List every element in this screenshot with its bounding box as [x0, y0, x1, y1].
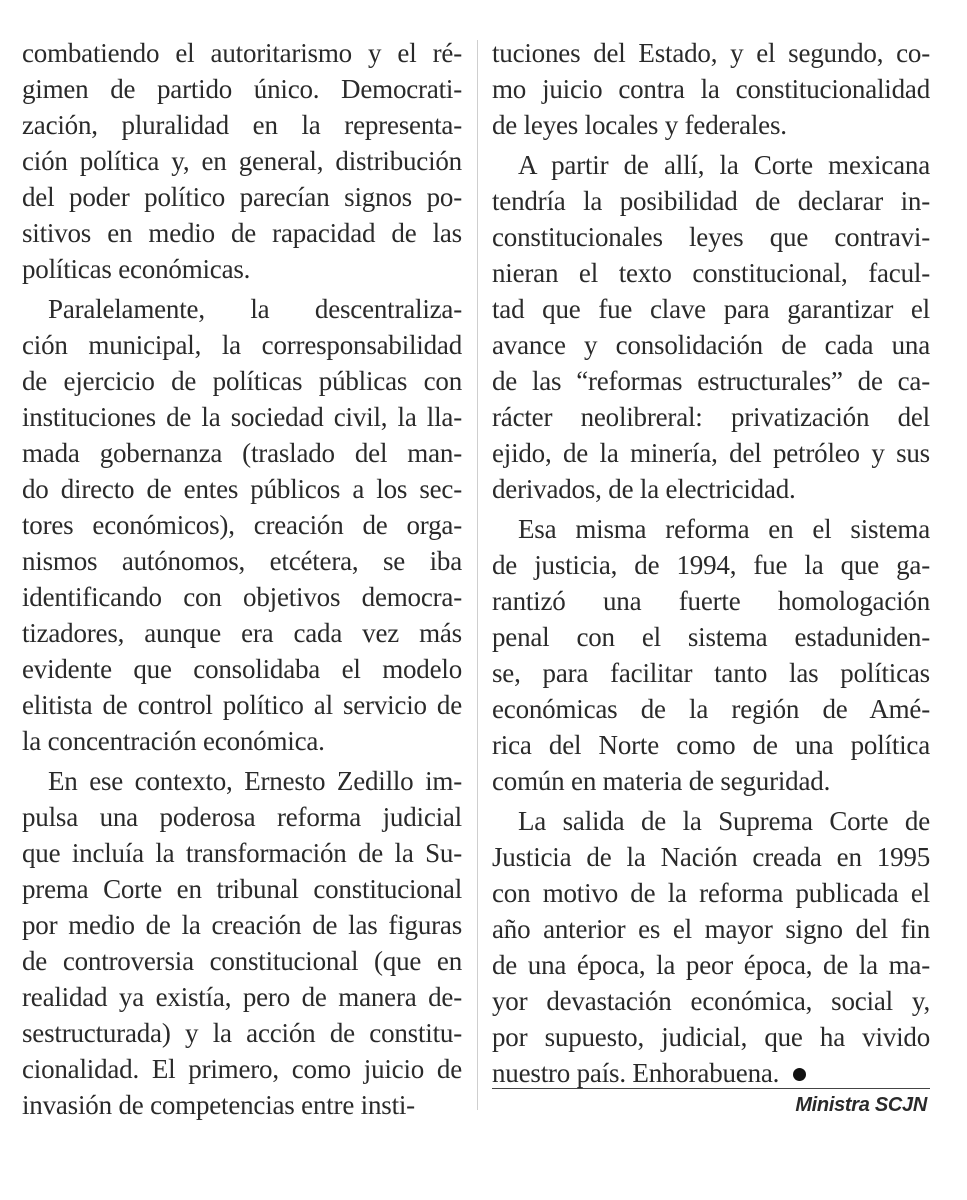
paragraph-line: ción municipal, la corresponsabilidad [22, 330, 462, 360]
paragraph-line: ción política y, en general, distribución [22, 146, 462, 176]
paragraph-line: combatiendo el autoritarismo y el ré- [22, 38, 462, 68]
paragraph-line: de justicia, de 1994, fue la que ga- [492, 550, 930, 580]
paragraph-line: nismos autónomos, etcétera, se iba [22, 546, 462, 576]
paragraph-line: tendría la posibilidad de declarar in- [492, 186, 930, 216]
paragraph-line: común en materia de seguridad. [492, 766, 831, 796]
paragraph-line: del poder político parecían signos po- [22, 182, 462, 212]
paragraph-line: nuestro país. Enhorabuena. [492, 1055, 930, 1091]
paragraph-line: invasión de competencias entre insti- [22, 1090, 415, 1120]
right-column [492, 35, 930, 1091]
paragraph-line: pulsa una poderosa reforma judicial [22, 802, 462, 832]
paragraph-line: tores económicos), creación de orga- [22, 510, 462, 540]
paragraph-line: cionalidad. El primero, como juicio de [22, 1054, 462, 1084]
paragraph-line: de una época, la peor época, de la ma- [492, 950, 930, 980]
paragraph-line: rantizó una fuerte homologación [492, 586, 930, 616]
paragraph-line: la concentración económica. [22, 726, 325, 756]
column-divider [477, 40, 478, 1110]
paragraph-line: penal con el sistema estaduniden- [492, 622, 930, 652]
left-column [22, 35, 462, 1123]
paragraph-line: rácter neolibreral: privatización del [492, 402, 930, 432]
paragraph-line: yor devastación económica, social y, [492, 986, 930, 1016]
paragraph-line: Paralelamente, la descentraliza- [48, 294, 462, 324]
paragraph-line: ejido, de la minería, del petróleo y sus [492, 438, 930, 468]
end-of-article-bullet-icon [793, 1068, 806, 1081]
paragraph-line: se, para facilitar tanto las políticas [492, 658, 930, 688]
paragraph-line: prema Corte en tribunal constitucional [22, 874, 462, 904]
paragraph-line: de leyes locales y federales. [492, 110, 787, 140]
paragraph-line: por supuesto, judicial, que ha vivido [492, 1022, 930, 1052]
signature-rule [492, 1088, 930, 1089]
paragraph-line: tad que fue clave para garantizar el [492, 294, 930, 324]
paragraph-line: que incluía la transformación de la Su- [22, 838, 462, 868]
paragraph-line: realidad ya existía, pero de manera de- [22, 982, 462, 1012]
paragraph-line: do directo de entes públicos a los sec- [22, 474, 462, 504]
paragraph-line: políticas económicas. [22, 254, 251, 284]
paragraph-line: con motivo de la reforma publicada el [492, 878, 930, 908]
paragraph-line: A partir de allí, la Corte mexicana [518, 150, 930, 180]
paragraph-line: año anterior es el mayor signo del fin [492, 914, 930, 944]
author-signature: Ministra SCJN [795, 1094, 927, 1116]
paragraph-line: mada gobernanza (traslado del man- [22, 438, 462, 468]
paragraph-line: Justicia de la Nación creada en 1995 [492, 842, 930, 872]
paragraph-line: tizadores, aunque era cada vez más [22, 618, 462, 648]
paragraph-line: sestructurada) y la acción de constitu- [22, 1018, 462, 1048]
paragraph-line: mo juicio contra la constitucionalidad [492, 74, 930, 104]
paragraph-line: de las “reformas estructurales” de ca- [492, 366, 930, 396]
paragraph-line: constitucionales leyes que contravi- [492, 222, 930, 252]
paragraph-line: tuciones del Estado, y el segundo, co- [492, 38, 930, 68]
paragraph-line: de ejercicio de políticas públicas con [22, 366, 462, 396]
paragraph-line: económicas de la región de Amé- [492, 694, 930, 724]
paragraph-line: Esa misma reforma en el sistema [518, 514, 930, 544]
paragraph-line: nieran el texto constitucional, facul- [492, 258, 930, 288]
paragraph-line: avance y consolidación de cada una [492, 330, 930, 360]
paragraph-line: La salida de la Suprema Corte de [518, 806, 930, 836]
paragraph-line: de controversia constitucional (que en [22, 946, 462, 976]
paragraph-line: En ese contexto, Ernesto Zedillo im- [48, 766, 462, 796]
paragraph-line: sitivos en medio de rapacidad de las [22, 218, 462, 248]
paragraph-line: elitista de control político al servicio de [22, 690, 462, 720]
paragraph-line: zación, pluralidad en la representa- [22, 110, 462, 140]
paragraph-line: instituciones de la sociedad civil, la lla- [22, 402, 462, 432]
paragraph-line: rica del Norte como de una política [492, 730, 930, 760]
paragraph-line: identificando con objetivos democra- [22, 582, 462, 612]
paragraph-line: por medio de la creación de las figuras [22, 910, 462, 940]
paragraph-line: gimen de partido único. Democrati- [22, 74, 462, 104]
paragraph-line: derivados, de la electricidad. [492, 474, 796, 504]
paragraph-line: evidente que consolidaba el modelo [22, 654, 462, 684]
